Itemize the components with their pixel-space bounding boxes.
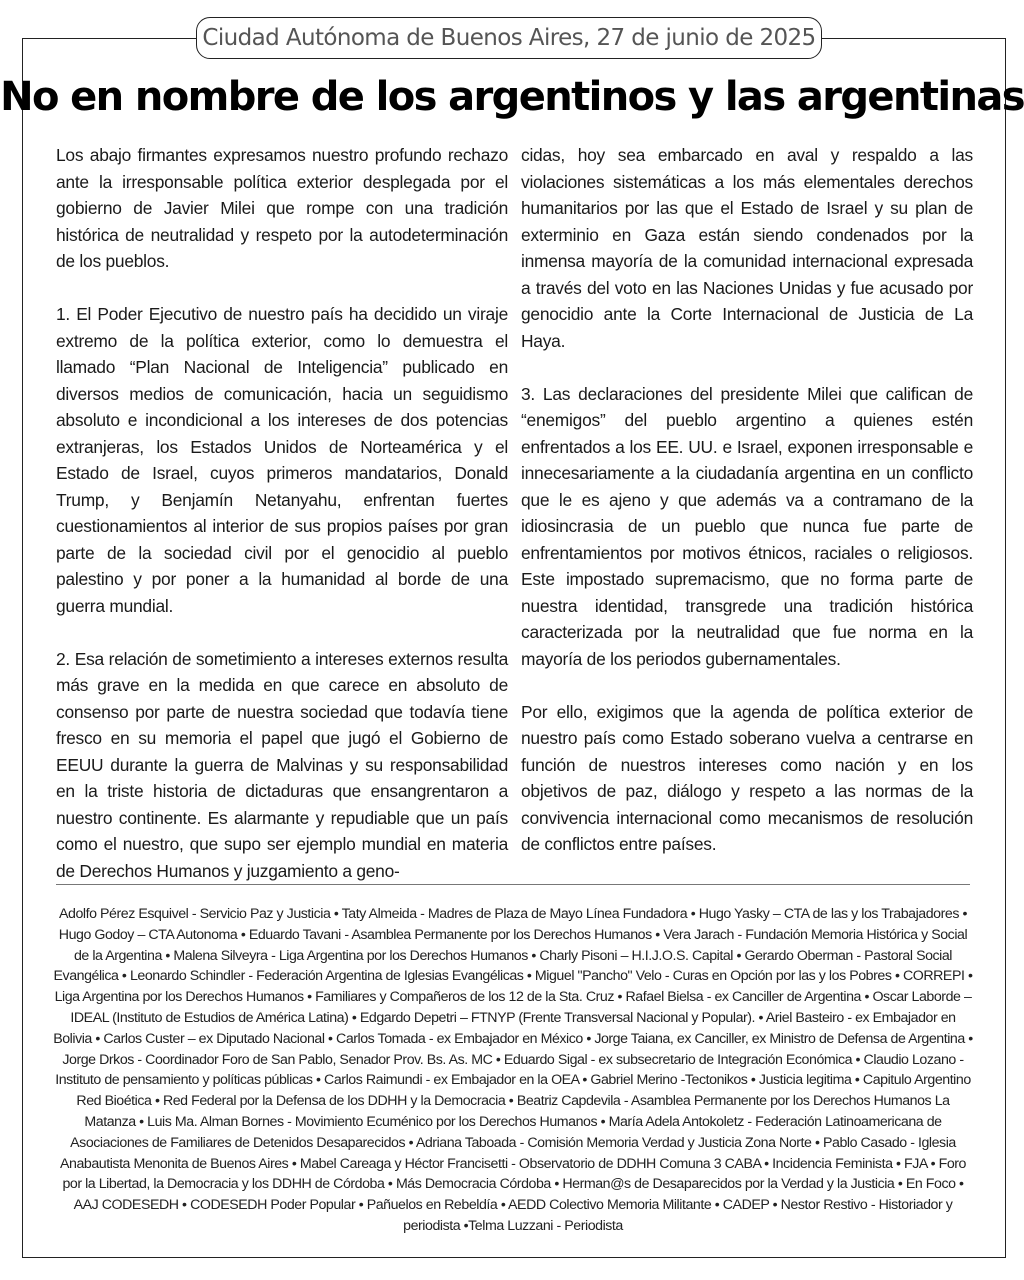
paragraph-point-2: 2. Esa relación de sometimiento a intereses externos resulta más grave en la medida en que carece en absoluto de consenso por parte de nuestra sociedad que todavía tiene fresco en su memoria el papel que jugó el Gobierno de EEUU durante la guerra de Malvinas y su responsabilidad en la triste historia de dictaduras que ensangrentaron a nuestro continente. Es alarmante y repudiable que un país como el nuestro, que supo ser ejemplo mundial en materia de Derechos Humanos y juzgamiento a geno- [56, 648, 508, 881]
signatories-list: Adolfo Pérez Esquivel - Servicio Paz y Justicia • Taty Almeida - Madres de Plaza de Mayo Línea Fundadora • Hugo Yasky – CTA de las y los Trabajadores • Hugo Godoy – CTA Autonoma • Eduardo Tavani - Asamblea Permanente por los Derechos Humanos • Vera Jarach - Fundación Memoria Histórica y Social de la Argentina • Malena Silveyra - Liga Argentina por los Derechos Humanos • Charly Pisoni – H.I.J.O.S. Capital • Gerardo Oberman - Pastoral Social Evangélica • Leonardo Schindler - Federación Argentina de Iglesias Evangélicas • Miguel "Pancho" Velo - Curas en Opción por las y los Pobres • CORREPI • Liga Argentina por los Derechos Humanos • Familiares y Compañeros de los 12 de la Sta. Cruz • Rafael Bielsa - ex Canciller de Argentina • Oscar Laborde – IDEAL (Instituto de Estudios de América Latina) • Edgardo Depetri – FTNYP (Frente Transversal Nacional y Popular). • Ariel Basteiro - ex Embajador en Bolivia • Carlos Custer – ex Diputado Nacional • Carlos Tomada - ex Embajador en México • Jorge Taiana, ex Canciller, ex Ministro de Defensa de Argentina • Jorge Drkos - Coordinador Foro de San Pablo, Senador Prov. Bs. As. MC • Eduardo Sigal - ex subsecretario de Integración Económica • Claudio Lozano - Instituto de pensamiento y políticas públicas • Carlos Raimundi - ex Embajador en la OEA • Gabriel Merino -Tectonikos • Justicia legitima • Capitulo Argentino Red Bioética • Red Federal por la Defensa de los DDHH y la Democracia • Beatriz Capdevila - Asamblea Permanente por los Derechos Humanos La Matanza • Luis Ma. Alman Bornes - Movimiento Ecuménico por los Derechos Humanos • María Adela Antokoletz - Federación Latinoamericana de Asociaciones de Familiares de Detenidos Desaparecidos • Adriana Taboada - Comisión Memoria Verdad y Justicia Zona Norte • Pablo Casado - Iglesia Anabautista Menonita de Buenos Aires • Mabel Careaga y Héctor Francisetti - Observatorio de DDHH Comuna 3 CABA • Incidencia Feminista • FJA • Foro por la Libertad, la Democracia y los DDHH de Córdoba • Más Democracia Córdoba • Herman@s de Desaparecidos por la Verdad y la Justicia • En Foco • AAJ CODESEDH • CODESEDH Poder Popular • Pañuelos en Rebeldía • AEDD Colectivo Memoria Militante • CADEP • Nestor Restivo - Historiador y periodista •Telma Luzzani - Periodista [53, 906, 973, 1234]
paragraph-point-1: 1. El Poder Ejecutivo de nuestro país ha decidido un viraje extremo de la política exterior, como lo demuestra el llamado “Plan Nacional de Inteligencia” publicado en diversos medios de comunicación, hacia un seguidismo absoluto e incondicional a los intereses de dos potencias extranjeras, los Estados Unidos de Norteamérica y el Estado de Israel, cuyos primeros mandatarios, Donald Trump, y Benjamín Netanyahu, enfrentan fuertes cuestionamientos al interior de sus propios países por gran parte de la sociedad civil por el genocidio al pueblo palestino y por poner a la humanidad al borde de una guerra mundial. [56, 304, 508, 616]
body-column-left [56, 142, 508, 884]
page-title: No en nombre de los argentinos y las argentinas [0, 74, 1024, 120]
paragraph-point-2-continued: cidas, hoy sea embarcado en aval y respaldo a las violaciones sistemáticas a los más elementales derechos humanitarios por las que el Estado de Israel y su plan de exterminio en Gaza están siendo condenados por la inmensa mayoría de la comunidad internacional expresada a través del voto en las Naciones Unidas y fue acusado por genocidio ante la Corte Internacional de Justicia de La Haya. [521, 145, 973, 351]
paragraph-conclusion: Por ello, exigimos que la agenda de política exterior de nuestro país como Estado soberano vuelva a centrarse en función de nuestros intereses como nación y en los objetivos de paz, diálogo y respeto a las normas de la convivencia internacional como mecanismos de resolución de conflictos entre países. [521, 701, 973, 854]
dateline: Ciudad Autónoma de Buenos Aires, 27 de junio de 2025 [196, 17, 822, 59]
paragraph-point-3: 3. Las declaraciones del presidente Milei que califican de “enemigos” del pueblo argentino a quienes estén enfrentados a los EE. UU. e Israel, exponen irresponsable e innecesariamente a la ciudadanía argentina en un conflicto que le es ajeno y que además va a contramano de la idiosincrasia de un pueblo que nunca fue parte de enfrentamientos por motivos étnicos, raciales o religiosos. Este impostado supremacismo, que no forma parte de nuestra identidad, transgrede una tradición histórica caracterizada por la neutralidad que fue norma en la mayoría de los periodos gubernamentales. [521, 383, 973, 669]
body-column-right [521, 142, 973, 858]
paragraph-intro: Los abajo firmantes expresamos nuestro profundo rechazo ante la irresponsable política exterior desplegada por el gobierno de Javier Milei que rompe con una tradición histórica de neutralidad y respeto por la autodeterminación de los pueblos. [56, 145, 508, 271]
signatures-divider [56, 884, 970, 885]
